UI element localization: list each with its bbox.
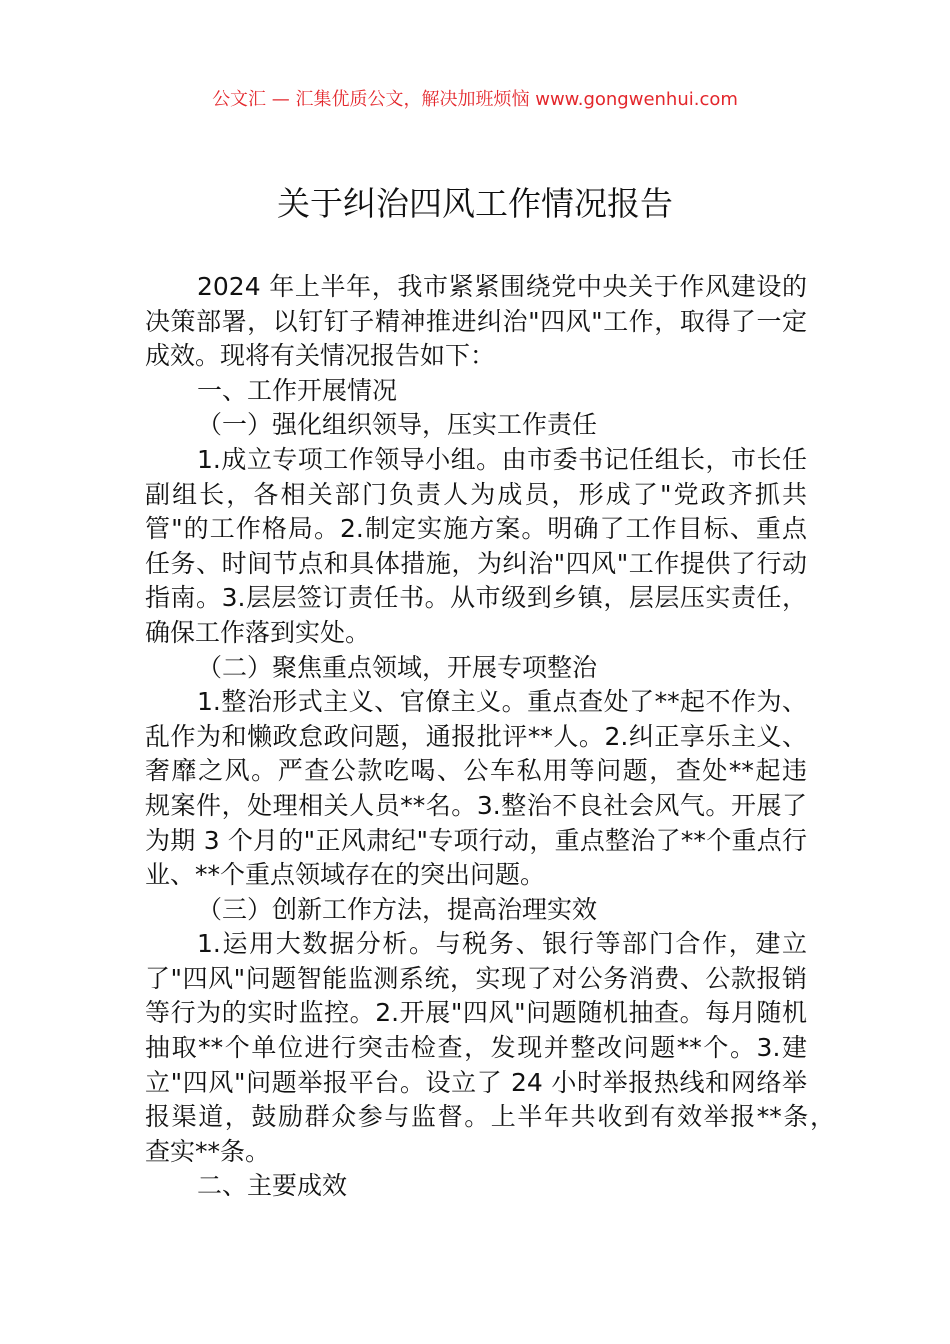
text-line: 指南。3.层层签订责任书。从市级到乡镇，层层压实责任，	[145, 583, 807, 613]
text-line: 副组长，各相关部门负责人为成员，形成了"党政齐抓共	[145, 479, 807, 509]
section-heading	[145, 893, 807, 928]
text-line: 1.整治形式主义、官僚主义。重点查处了**起不作为、	[197, 687, 807, 717]
text-line: 了"四风"问题智能监测系统，实现了对公务消费、公款报销	[145, 963, 807, 993]
text-line: 一、工作开展情况	[197, 375, 398, 405]
text-line: 任务、时间节点和具体措施，为纠治"四风"工作提供了行动	[145, 548, 807, 578]
paragraph	[145, 443, 807, 651]
section-heading	[145, 1169, 807, 1204]
section-heading	[145, 408, 807, 443]
document-title: 关于纠治四风工作情况报告	[277, 184, 673, 223]
text-line: 立"四风"问题举报平台。设立了 24 小时举报热线和网络举	[145, 1067, 807, 1097]
text-line: 规案件，处理相关人员**名。3.整治不良社会风气。开展了	[145, 790, 807, 820]
text-line: 1.运用大数据分析。与税务、银行等部门合作，建立	[197, 929, 807, 959]
text-line: 成效。现将有关情况报告如下：	[145, 341, 496, 371]
text-line: 业、**个重点领域存在的突出问题。	[145, 860, 546, 890]
text-line: 奢靡之风。严查公款吃喝、公车私用等问题，查处**起违	[145, 756, 807, 786]
section-heading	[145, 374, 807, 409]
text-line: （一）强化组织领导，压实工作责任	[197, 410, 598, 440]
paragraph	[145, 685, 807, 893]
text-line: 二、主要成效	[197, 1171, 348, 1201]
text-line: 2024 年上半年，我市紧紧围绕党中央关于作风建设的	[197, 272, 807, 301]
text-line: 抽取**个单位进行突击检查，发现并整改问题**个。3.建	[145, 1033, 807, 1063]
text-line: （二）聚焦重点领域，开展专项整治	[197, 652, 598, 682]
text-line: 确保工作落到实处。	[145, 617, 371, 647]
document-body	[145, 270, 835, 1204]
text-line: 等行为的实时监控。2.开展"四风"问题随机抽查。每月随机	[145, 998, 807, 1028]
text-line: 查实**条。	[145, 1136, 271, 1166]
text-line: 决策部署，以钉钉子精神推进纠治"四风"工作，取得了一定	[145, 306, 807, 336]
text-line: 为期 3 个月的"正风肃纪"专项行动，重点整治了**个重点行	[145, 825, 807, 855]
paragraph	[145, 927, 835, 1169]
text-line: 管"的工作格局。2.制定实施方案。明确了工作目标、重点	[145, 514, 807, 544]
text-line: （三）创新工作方法，提高治理实效	[197, 894, 598, 924]
text-line: 1.成立专项工作领导小组。由市委书记任组长，市长任	[197, 444, 807, 474]
text-line: 报渠道，鼓励群众参与监督。上半年共收到有效举报**条，	[145, 1102, 835, 1132]
paragraph	[145, 270, 807, 374]
text-line: 乱作为和懒政怠政问题，通报批评**人。2.纠正享乐主义、	[145, 721, 807, 751]
section-heading	[145, 651, 807, 686]
watermark-banner: 公文汇 — 汇集优质公文，解决加班烦恼 www.gongwenhui.com	[212, 89, 738, 110]
